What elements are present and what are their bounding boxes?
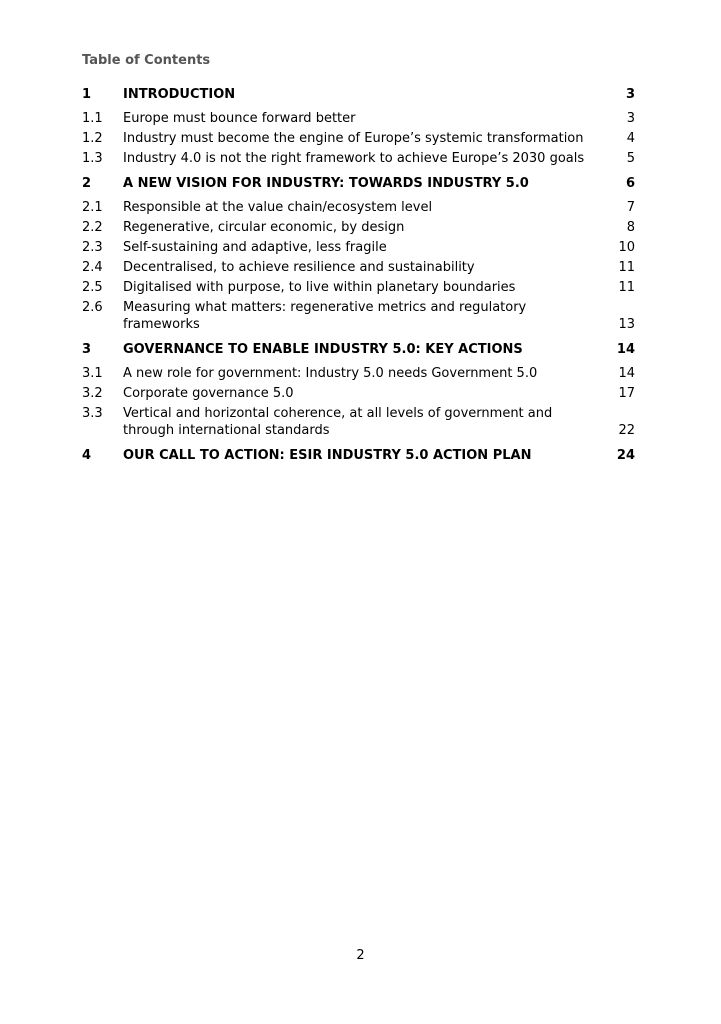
toc-entry-page: 3: [625, 87, 635, 102]
toc-entry[interactable]: [82, 299, 635, 333]
toc-entry-number: 2.3: [82, 240, 103, 255]
toc-entry[interactable]: [82, 175, 635, 192]
toc-entry[interactable]: [82, 239, 635, 256]
toc-entry-title: A new role for government: Industry 5.0 needs Government 5.0: [123, 366, 538, 381]
toc-entry-page: 14: [618, 366, 635, 381]
page-number: 2: [356, 948, 365, 963]
toc-entry-page: 14: [616, 342, 635, 357]
toc-entry-page: 11: [618, 280, 635, 295]
toc-entry[interactable]: [82, 279, 635, 296]
toc-entry-page: 13: [618, 317, 635, 332]
toc-entry-number: 1: [82, 87, 92, 102]
toc-entry-title: Digitalised with purpose, to live within planetary boundaries: [123, 280, 516, 295]
toc-entry[interactable]: [82, 341, 635, 358]
toc-entry-title: Industry must become the engine of Europe’s systemic transformation: [123, 131, 584, 146]
toc-entry-title: Industry 4.0 is not the right framework to achieve Europe’s 2030 goals: [123, 151, 585, 166]
toc-entry-page: 5: [626, 151, 635, 166]
toc-entry-number: 2.6: [82, 300, 103, 315]
toc-entry-title: A NEW VISION FOR INDUSTRY: TOWARDS INDUSTRY 5.0: [123, 176, 529, 191]
toc-entry[interactable]: [82, 219, 635, 236]
toc-entry[interactable]: [82, 110, 635, 127]
toc-entry-page: 11: [618, 260, 635, 275]
toc-entry-page: 22: [618, 423, 635, 438]
toc-entry-number: 3.1: [82, 366, 103, 381]
toc-entry-page: 10: [618, 240, 635, 255]
toc-entry-number: 2.1: [82, 200, 103, 215]
toc-entry-title: Measuring what matters: regenerative metrics and regulatory frameworks: [123, 300, 527, 332]
toc-entry[interactable]: [82, 447, 635, 464]
toc-entry-page: 4: [626, 131, 635, 146]
toc-entry[interactable]: [82, 405, 635, 439]
toc-entry-number: 1.3: [82, 151, 103, 166]
toc-entry[interactable]: [82, 150, 635, 167]
toc-entry-title: INTRODUCTION: [123, 87, 236, 102]
table-of-contents: [82, 78, 635, 471]
toc-entry-number: 4: [82, 448, 92, 463]
toc-entry-number: 1.1: [82, 111, 103, 126]
toc-entry-title: Europe must bounce forward better: [123, 111, 356, 126]
toc-entry-number: 2.2: [82, 220, 103, 235]
toc-entry[interactable]: [82, 385, 635, 402]
toc-entry[interactable]: [82, 86, 635, 103]
toc-entry-number: 1.2: [82, 131, 103, 146]
toc-entry-title: Responsible at the value chain/ecosystem level: [123, 200, 433, 215]
toc-entry-page: 7: [626, 200, 635, 215]
toc-entry-title: Vertical and horizontal coherence, at all levels of government and through international standards: [123, 406, 553, 438]
toc-entry-number: 3.2: [82, 386, 103, 401]
toc-entry-title: OUR CALL TO ACTION: ESIR INDUSTRY 5.0 ACTION PLAN: [123, 448, 532, 463]
toc-entry-title: Regenerative, circular economic, by design: [123, 220, 405, 235]
toc-entry-page: 8: [626, 220, 635, 235]
toc-entry-title: Corporate governance 5.0: [123, 386, 294, 401]
toc-entry-title: Self-sustaining and adaptive, less fragile: [123, 240, 387, 255]
toc-entry[interactable]: [82, 199, 635, 216]
toc-entry-page: 17: [618, 386, 635, 401]
toc-entry-page: 6: [625, 176, 635, 191]
toc-entry-title: GOVERNANCE TO ENABLE INDUSTRY 5.0: KEY ACTIONS: [123, 342, 523, 357]
toc-entry-number: 3: [82, 342, 92, 357]
toc-entry[interactable]: [82, 130, 635, 147]
toc-entry[interactable]: [82, 365, 635, 382]
toc-title: Table of Contents: [82, 53, 211, 68]
toc-entry-number: 2.5: [82, 280, 103, 295]
toc-entry-number: 3.3: [82, 406, 103, 421]
toc-entry-number: 2.4: [82, 260, 103, 275]
toc-entry-page: 24: [616, 448, 635, 463]
toc-entry[interactable]: [82, 259, 635, 276]
toc-entry-page: 3: [626, 111, 635, 126]
toc-entry-number: 2: [82, 176, 92, 191]
toc-entry-title: Decentralised, to achieve resilience and sustainability: [123, 260, 475, 275]
